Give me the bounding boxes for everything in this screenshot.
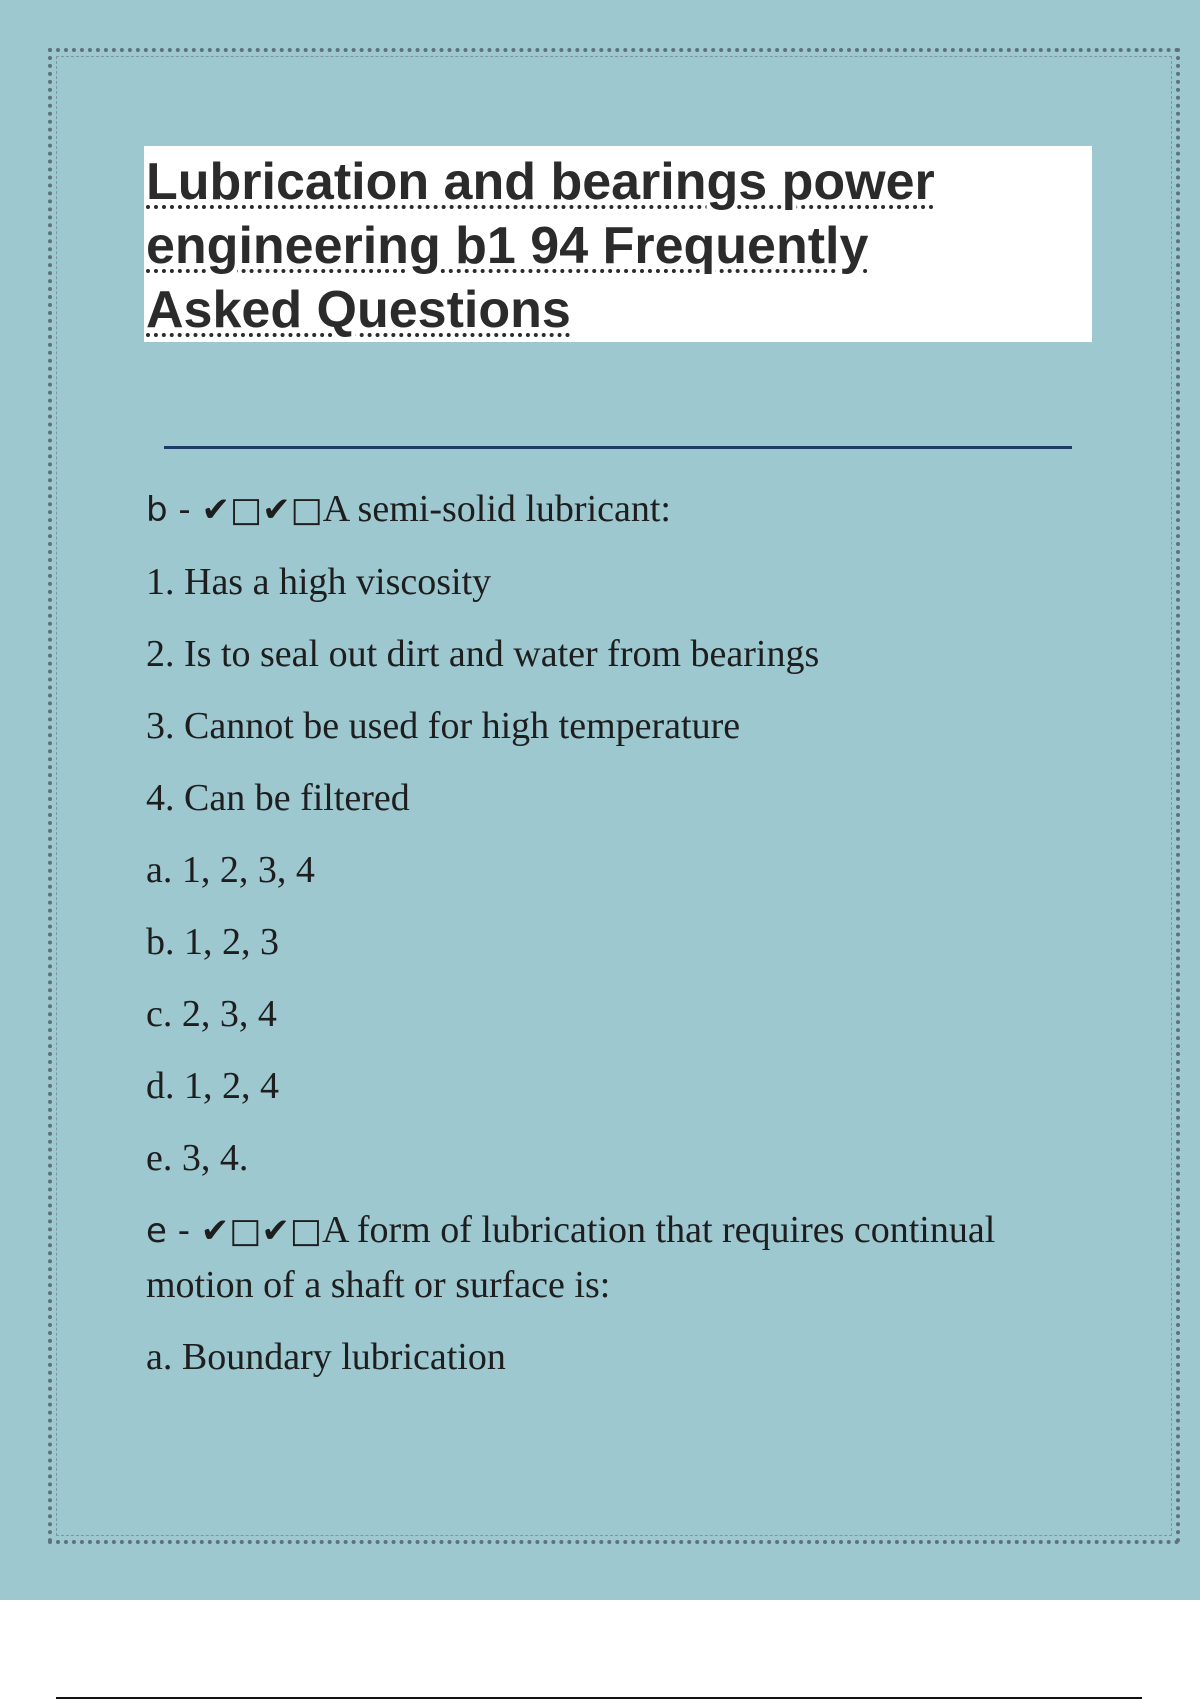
answer-option: a. Boundary lubrication (146, 1336, 506, 1378)
question-text: A semi-solid lubricant: (322, 488, 671, 530)
question-2 (146, 1203, 1076, 1384)
question-stem (146, 482, 1076, 537)
question-list (146, 482, 1076, 1402)
answer-option: c. 2, 3, 4 (146, 993, 277, 1035)
statement-item: 4. Can be filtered (146, 777, 410, 819)
answer-option: a. 1, 2, 3, 4 (146, 849, 315, 891)
question-1 (146, 482, 1076, 1185)
answer-option: d. 1, 2, 4 (146, 1065, 279, 1107)
answer-marker: b - ✔□✔□ (146, 490, 323, 530)
title-box (144, 146, 1092, 342)
answer-marker: e - ✔□✔□ (146, 1211, 323, 1251)
title-divider (164, 446, 1072, 449)
answer-option: e. 3, 4. (146, 1137, 249, 1179)
statement-item: 2. Is to seal out dirt and water from bearings (146, 633, 820, 675)
question-text: A form of lubrication that requires continual motion of a shaft or surface is: (146, 1209, 996, 1306)
statement-item: 3. Cannot be used for high temperature (146, 705, 741, 747)
page-bottom-rule (56, 1697, 1142, 1699)
document-title: Lubrication and bearings power engineering b1 94 Frequently Asked Questions (146, 153, 935, 339)
answer-option: b. 1, 2, 3 (146, 921, 279, 963)
statement-item: 1. Has a high viscosity (146, 561, 492, 603)
question-stem (146, 1203, 1076, 1312)
